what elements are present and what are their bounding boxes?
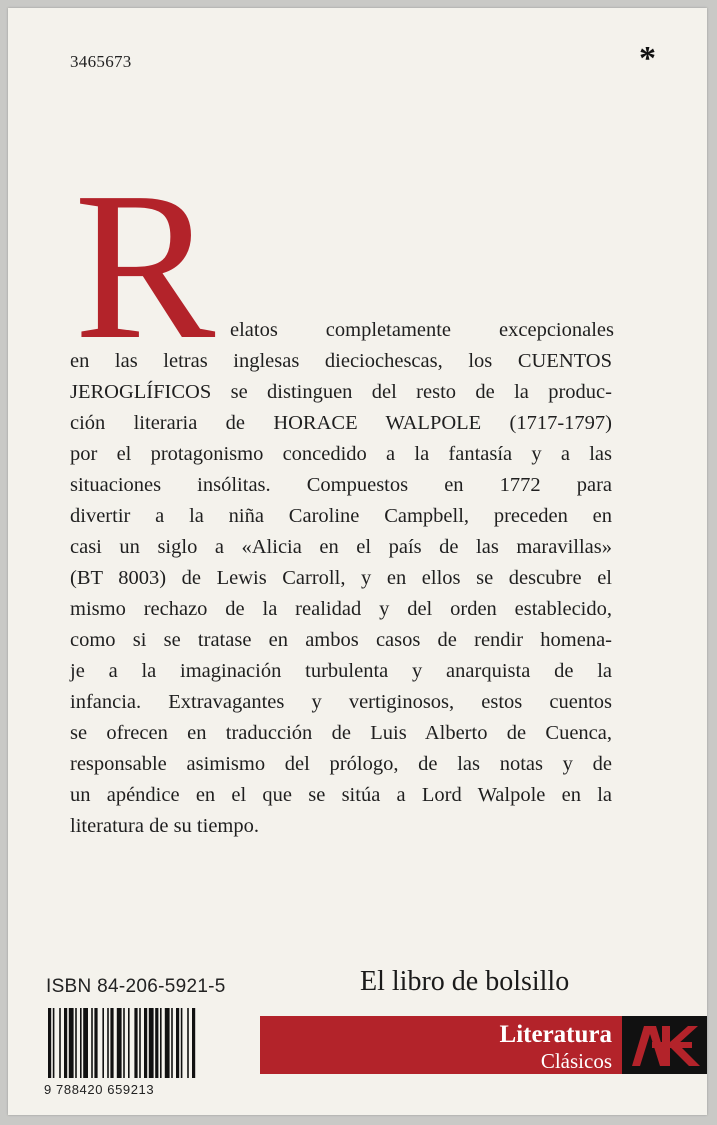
- barcode-bar: [128, 1008, 130, 1078]
- barcode-bar: [139, 1008, 141, 1078]
- barcode-bar: [176, 1008, 179, 1078]
- blurb-line: un apéndice en el que se sitúa a Lord Walpole en la: [70, 784, 612, 806]
- barcode-bar: [181, 1008, 183, 1078]
- publisher-logo-icon: [622, 1016, 707, 1074]
- barcode-bar: [117, 1008, 122, 1078]
- blurb-line: como si se tratase en ambos casos de rendir homena-: [70, 629, 612, 651]
- barcode-bar: [192, 1008, 195, 1078]
- barcode-bar: [134, 1008, 137, 1078]
- barcode: [46, 1008, 251, 1078]
- barcode-bar: [160, 1008, 162, 1078]
- barcode-bar: [187, 1008, 189, 1078]
- collection-subtitle: Clásicos: [540, 1049, 612, 1073]
- blurb-line: divertir a la niña Caroline Campbell, preceden en: [70, 505, 612, 527]
- blurb-line: (BT 8003) de Lewis Carroll, y en ellos se descubre el: [70, 567, 612, 589]
- barcode-bar: [64, 1008, 67, 1078]
- barcode-bar: [53, 1008, 55, 1078]
- barcode-bar: [171, 1008, 173, 1078]
- blurb-line: infancia. Extravagantes y vertiginosos, estos cuentos: [70, 691, 612, 713]
- barcode-bar: [107, 1008, 109, 1078]
- blurb-line: en las letras inglesas dieciochescas, los CUENTOS: [70, 350, 612, 372]
- catalog-code: 3465673: [70, 52, 132, 71]
- blurb-line: mismo rechazo de la realidad y del orden establecido,: [70, 598, 612, 620]
- asterisk-mark: *: [639, 40, 656, 77]
- barcode-bar: [149, 1008, 154, 1078]
- barcode-bar: [110, 1008, 113, 1078]
- barcode-bar: [80, 1008, 82, 1078]
- barcode-bar: [165, 1008, 170, 1078]
- barcode-bar: [94, 1008, 97, 1078]
- blurb-line: literatura de su tiempo.: [70, 815, 259, 837]
- barcode-bar: [83, 1008, 88, 1078]
- drop-cap: R: [74, 148, 216, 383]
- barcode-bar: [69, 1008, 74, 1078]
- barcode-bar: [102, 1008, 104, 1078]
- barcode-number: 9 788420 659213: [44, 1082, 155, 1097]
- blurb-line: se ofrecen en traducción de Luis Alberto de Cuenca,: [70, 722, 612, 744]
- book-back-cover: [8, 8, 707, 1115]
- collection-title: Literatura: [499, 1021, 612, 1048]
- barcode-bar: [48, 1008, 51, 1078]
- blurb-line: responsable asimismo del prólogo, de las notas y de: [70, 753, 612, 775]
- barcode-bar: [123, 1008, 125, 1078]
- publisher-logo: [622, 1016, 707, 1074]
- barcode-bar: [59, 1008, 61, 1078]
- blurb-line: je a la imaginación turbulenta y anarquista de la: [70, 660, 612, 682]
- blurb-line: JEROGLÍFICOS se distinguen del resto de la produc-: [70, 381, 612, 403]
- blurb-line: ción literaria de HORACE WALPOLE (1717-1797): [70, 412, 612, 434]
- barcode-bar: [144, 1008, 147, 1078]
- isbn-label: ISBN 84-206-5921-5: [46, 976, 226, 997]
- blurb-line: casi un siglo a «Alicia en el país de las maravillas»: [70, 536, 612, 558]
- blurb-line: elatos completamente excepcionales: [230, 319, 614, 341]
- barcode-bar: [91, 1008, 93, 1078]
- blurb-line: por el protagonismo concedido a la fantasía y a las: [70, 443, 612, 465]
- barcode-bar: [155, 1008, 158, 1078]
- blurb-line: situaciones insólitas. Compuestos en 1772 para: [70, 474, 612, 496]
- barcode-bar: [75, 1008, 77, 1078]
- imprint-title: El libro de bolsillo: [360, 966, 570, 997]
